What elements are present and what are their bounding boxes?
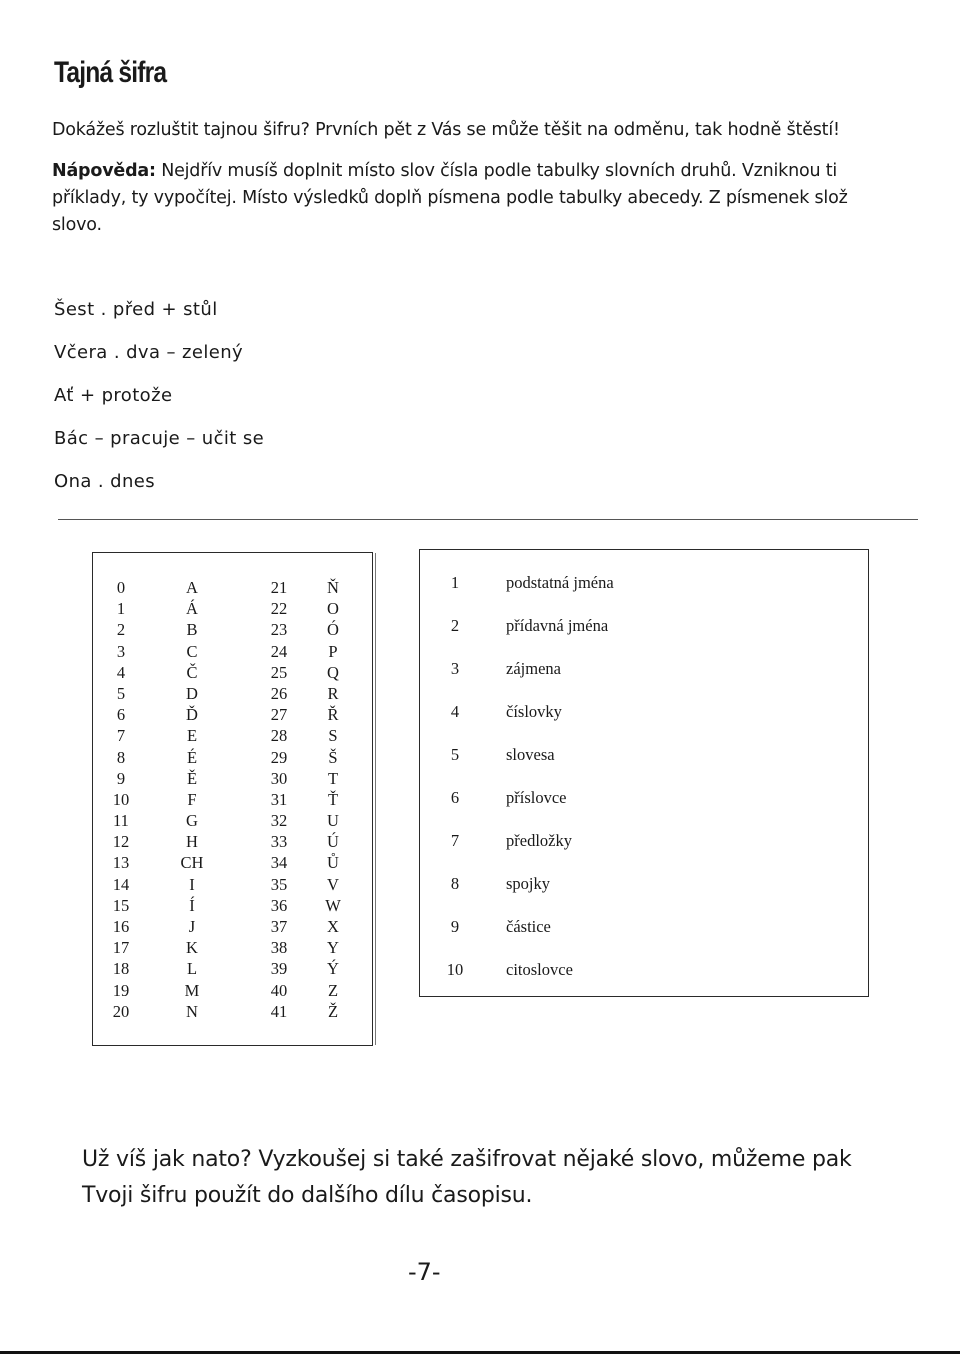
page-title: Tajná šifra bbox=[54, 56, 167, 89]
separator-line bbox=[58, 519, 918, 520]
exercise-list bbox=[54, 296, 264, 511]
pos-name: spojky bbox=[506, 874, 551, 893]
pos-number: 8 bbox=[450, 874, 460, 893]
alphabet-letter: H bbox=[186, 832, 198, 852]
alphabet-letter: I bbox=[189, 874, 195, 894]
pos-name: citoslovce bbox=[506, 960, 573, 979]
pos-row bbox=[420, 572, 868, 615]
alphabet-number: 33 bbox=[270, 832, 288, 852]
pos-number: 7 bbox=[450, 831, 460, 850]
outro-text: Už víš jak nato? Vyzkoušej si také zašifrovat nějaké slovo, můžeme pak Tvoji šifru použít do dalšího dílu časopisu. bbox=[82, 1147, 852, 1208]
alphabet-letter: G bbox=[186, 811, 198, 831]
alphabet-number: 26 bbox=[270, 683, 288, 703]
alphabet-number: 12 bbox=[112, 832, 130, 852]
alphabet-number: 24 bbox=[270, 641, 288, 661]
alphabet-number: 27 bbox=[270, 705, 288, 725]
pos-number: 9 bbox=[450, 917, 460, 936]
alphabet-letter: Ó bbox=[327, 620, 339, 640]
alphabet-number: 9 bbox=[116, 768, 126, 788]
alphabet-letter: Ú bbox=[327, 832, 339, 852]
pos-row bbox=[420, 959, 868, 1002]
alphabet-letter: Ý bbox=[327, 959, 339, 979]
alphabet-letter: T bbox=[327, 768, 339, 788]
alphabet-letter: F bbox=[187, 789, 197, 809]
alphabet-number: 25 bbox=[270, 662, 288, 682]
alphabet-letter: U bbox=[327, 811, 339, 831]
alphabet-letter: S bbox=[328, 726, 338, 746]
alphabet-letter: W bbox=[325, 895, 341, 915]
alphabet-number: 23 bbox=[270, 620, 288, 640]
alphabet-number: 29 bbox=[270, 747, 288, 767]
alphabet-number: 4 bbox=[116, 662, 126, 682]
pos-row bbox=[420, 873, 868, 916]
pos-name: částice bbox=[506, 917, 551, 936]
pos-name: předložky bbox=[506, 831, 572, 850]
alphabet-number: 8 bbox=[116, 747, 126, 767]
alphabet-letter: J bbox=[188, 917, 196, 936]
alphabet-number: 7 bbox=[116, 726, 126, 746]
alphabet-number: 37 bbox=[270, 917, 288, 936]
pos-number: 10 bbox=[446, 960, 464, 979]
pos-row bbox=[420, 615, 868, 658]
alphabet-letter: V bbox=[327, 874, 339, 894]
alphabet-number: 28 bbox=[270, 726, 288, 746]
alphabet-letter: Ň bbox=[327, 578, 339, 597]
alphabet-letters-col2 bbox=[313, 577, 353, 1022]
pos-row bbox=[420, 830, 868, 873]
pos-number: 1 bbox=[450, 573, 460, 592]
hint-text: Nejdřív musíš doplnit místo slov čísla podle tabulky slovních druhů. Vzniknou ti příklady, ty vypočítej. Místo výsledků doplň písmena podle tabulky abecedy. Z písmenek slož slovo. bbox=[52, 161, 848, 235]
alphabet-number: 11 bbox=[113, 811, 129, 831]
alphabet-letter: Z bbox=[327, 980, 339, 1000]
pos-row bbox=[420, 916, 868, 959]
alphabet-letter: Š bbox=[328, 747, 338, 767]
alphabet-letter: R bbox=[327, 683, 339, 703]
intro-text: Dokážeš rozluštit tajnou šifru? Prvních pět z Vás se může těšit na odměnu, tak hodně štěstí! bbox=[52, 120, 840, 140]
alphabet-numbers-col1 bbox=[103, 577, 139, 1022]
alphabet-number: 35 bbox=[270, 874, 288, 894]
alphabet-letter: Y bbox=[327, 938, 339, 958]
alphabet-number: 36 bbox=[270, 895, 288, 915]
alphabet-number: 31 bbox=[270, 789, 288, 809]
alphabet-number: 39 bbox=[270, 959, 288, 979]
pos-name: číslovky bbox=[506, 702, 562, 721]
alphabet-number: 20 bbox=[112, 1001, 130, 1021]
pos-number: 4 bbox=[450, 702, 460, 721]
alphabet-numbers-col2 bbox=[261, 577, 297, 1022]
alphabet-letter: Ř bbox=[327, 705, 339, 725]
exercise-item: Ať + protože bbox=[54, 385, 173, 406]
alphabet-number: 16 bbox=[112, 917, 130, 936]
pos-number: 2 bbox=[450, 616, 460, 635]
exercise-item: Bác – pracuje – učit se bbox=[54, 428, 265, 449]
page-number: -7- bbox=[408, 1258, 441, 1286]
pos-name: přídavná jména bbox=[506, 616, 609, 635]
alphabet-number: 6 bbox=[116, 705, 126, 725]
alphabet-number: 30 bbox=[270, 768, 288, 788]
pos-name: zájmena bbox=[506, 659, 561, 678]
pos-name: příslovce bbox=[506, 788, 567, 807]
alphabet-letter: Í bbox=[189, 895, 195, 915]
alphabet-letter: L bbox=[186, 959, 198, 979]
alphabet-number: 3 bbox=[116, 641, 126, 661]
alphabet-number: 2 bbox=[116, 620, 126, 640]
alphabet-letter: K bbox=[186, 938, 198, 958]
alphabet-letter: Č bbox=[186, 662, 198, 682]
alphabet-number: 15 bbox=[112, 895, 130, 915]
alphabet-number: 32 bbox=[270, 811, 288, 831]
hint-label: Nápověda: bbox=[52, 161, 156, 181]
pos-name: slovesa bbox=[506, 745, 555, 764]
alphabet-number: 19 bbox=[112, 980, 130, 1000]
alphabet-number: 34 bbox=[270, 853, 288, 873]
hint-paragraph bbox=[52, 158, 902, 239]
alphabet-letter: E bbox=[186, 726, 198, 746]
pos-number: 3 bbox=[450, 659, 460, 678]
alphabet-letter: Ů bbox=[327, 853, 339, 873]
alphabet-letter: É bbox=[186, 747, 198, 767]
alphabet-letters-col1 bbox=[172, 577, 212, 1022]
alphabet-letter: N bbox=[186, 1001, 198, 1021]
pos-row bbox=[420, 701, 868, 744]
alphabet-letter: D bbox=[186, 683, 198, 703]
parts-of-speech-list bbox=[420, 572, 868, 1002]
pos-number: 5 bbox=[450, 745, 460, 764]
alphabet-number: 0 bbox=[116, 578, 126, 597]
alphabet-letter: X bbox=[327, 917, 339, 936]
alphabet-number: 21 bbox=[270, 578, 288, 597]
alphabet-letter: M bbox=[184, 980, 200, 1000]
alphabet-letter: Á bbox=[186, 599, 198, 619]
alphabet-number: 10 bbox=[112, 789, 130, 809]
table-edge-shadow bbox=[375, 553, 376, 1045]
alphabet-letter: C bbox=[186, 641, 198, 661]
alphabet-letter: CH bbox=[180, 853, 204, 873]
pos-row bbox=[420, 658, 868, 701]
pos-row bbox=[420, 744, 868, 787]
alphabet-letter: Ť bbox=[327, 789, 339, 809]
exercise-item: Včera . dva – zelený bbox=[54, 342, 244, 363]
alphabet-number: 13 bbox=[112, 853, 130, 873]
alphabet-letter: Ž bbox=[327, 1001, 339, 1021]
pos-row bbox=[420, 787, 868, 830]
alphabet-number: 5 bbox=[116, 683, 126, 703]
bottom-rule bbox=[0, 1351, 960, 1354]
alphabet-number: 22 bbox=[270, 599, 288, 619]
alphabet-number: 40 bbox=[270, 980, 288, 1000]
alphabet-letter: Ě bbox=[186, 768, 198, 788]
alphabet-letter: Ď bbox=[186, 705, 198, 725]
alphabet-number: 18 bbox=[112, 959, 130, 979]
exercise-item: Ona . dnes bbox=[54, 471, 156, 492]
pos-number: 6 bbox=[450, 788, 460, 807]
alphabet-letter: A bbox=[186, 578, 198, 597]
alphabet-number: 1 bbox=[116, 599, 126, 619]
alphabet-letter: P bbox=[328, 641, 338, 661]
alphabet-number: 41 bbox=[270, 1001, 288, 1021]
alphabet-number: 14 bbox=[112, 874, 130, 894]
alphabet-table bbox=[92, 552, 373, 1046]
parts-of-speech-table bbox=[419, 549, 869, 997]
alphabet-letter: Q bbox=[327, 662, 339, 682]
pos-name: podstatná jména bbox=[506, 573, 614, 592]
exercise-item: Šest . před + stůl bbox=[54, 299, 218, 320]
alphabet-number: 38 bbox=[270, 938, 288, 958]
alphabet-letter: B bbox=[186, 620, 198, 640]
alphabet-number: 17 bbox=[112, 938, 130, 958]
alphabet-letter: O bbox=[327, 599, 339, 619]
